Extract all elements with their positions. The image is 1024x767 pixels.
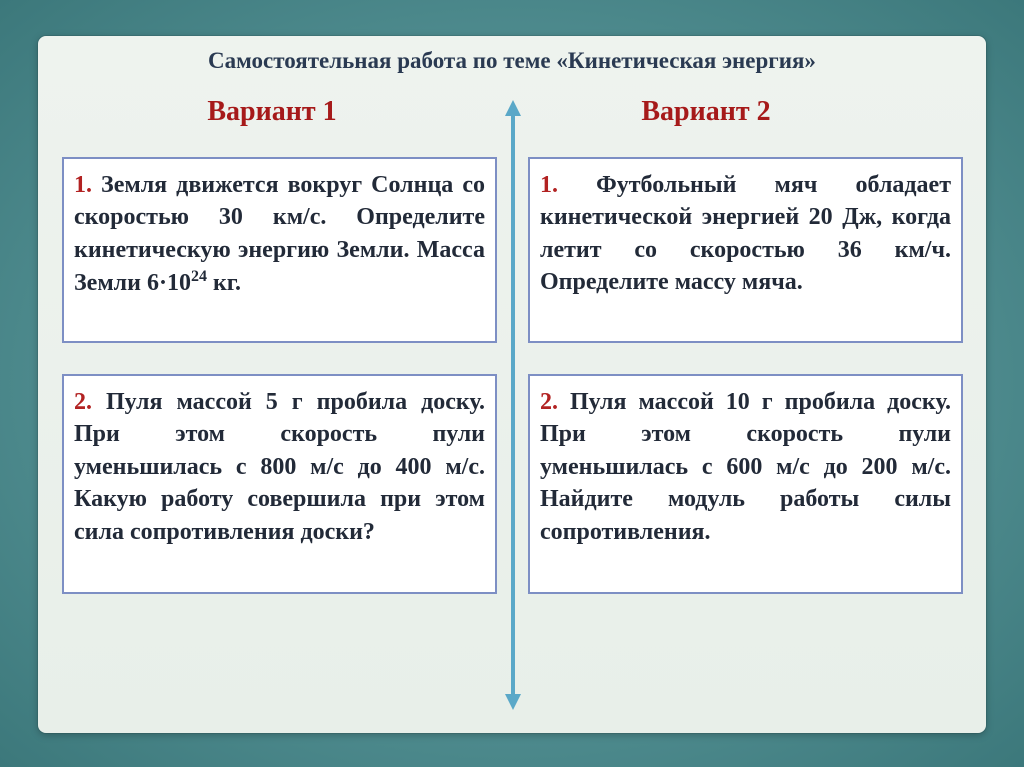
- variant-1-task-2: [62, 374, 497, 594]
- variant-2-task-1: [528, 157, 963, 343]
- task-number: 1.: [74, 172, 92, 198]
- task-text: Футбольный мяч обладает кинетической энергией 20 Дж, когда летит со скоростью 36 км/ч. Определите массу мяча.: [540, 172, 951, 296]
- variant-1-task-1: [62, 157, 497, 343]
- task-exponent: 24: [190, 268, 207, 286]
- variant-1-heading: Вариант 1: [207, 96, 337, 127]
- double-arrow-divider: [503, 100, 523, 710]
- arrow-down-icon: [505, 694, 521, 710]
- page-title: Самостоятельная работа по теме «Кинетическая энергия»: [208, 48, 816, 73]
- variant-2-task-2: [528, 374, 963, 594]
- task-number: 2.: [540, 389, 558, 415]
- task-text: Пуля массой 5 г пробила доску. При этом скорость пули уменьшилась с 800 м/с до 400 м/с. Какую работу совершила при этом сила сопротивления доски?: [74, 389, 485, 545]
- variant-2-heading: Вариант 2: [641, 96, 771, 127]
- task-number: 2.: [74, 389, 92, 415]
- task-text: Земля движется вокруг Солнца со скоростью 30 км/с. Определите кинетическую энергию Земли. Масса Земли 6·10: [74, 172, 485, 297]
- arrow-up-icon: [505, 100, 521, 116]
- task-text-end: кг.: [206, 270, 241, 297]
- task-number: 1.: [540, 172, 558, 198]
- task-text: Пуля массой 10 г пробила доску. При этом скорость пули уменьшилась с 600 м/с до 200 м/с. Найдите модуль работы силы сопротивления.: [540, 389, 951, 545]
- slide: [38, 36, 986, 733]
